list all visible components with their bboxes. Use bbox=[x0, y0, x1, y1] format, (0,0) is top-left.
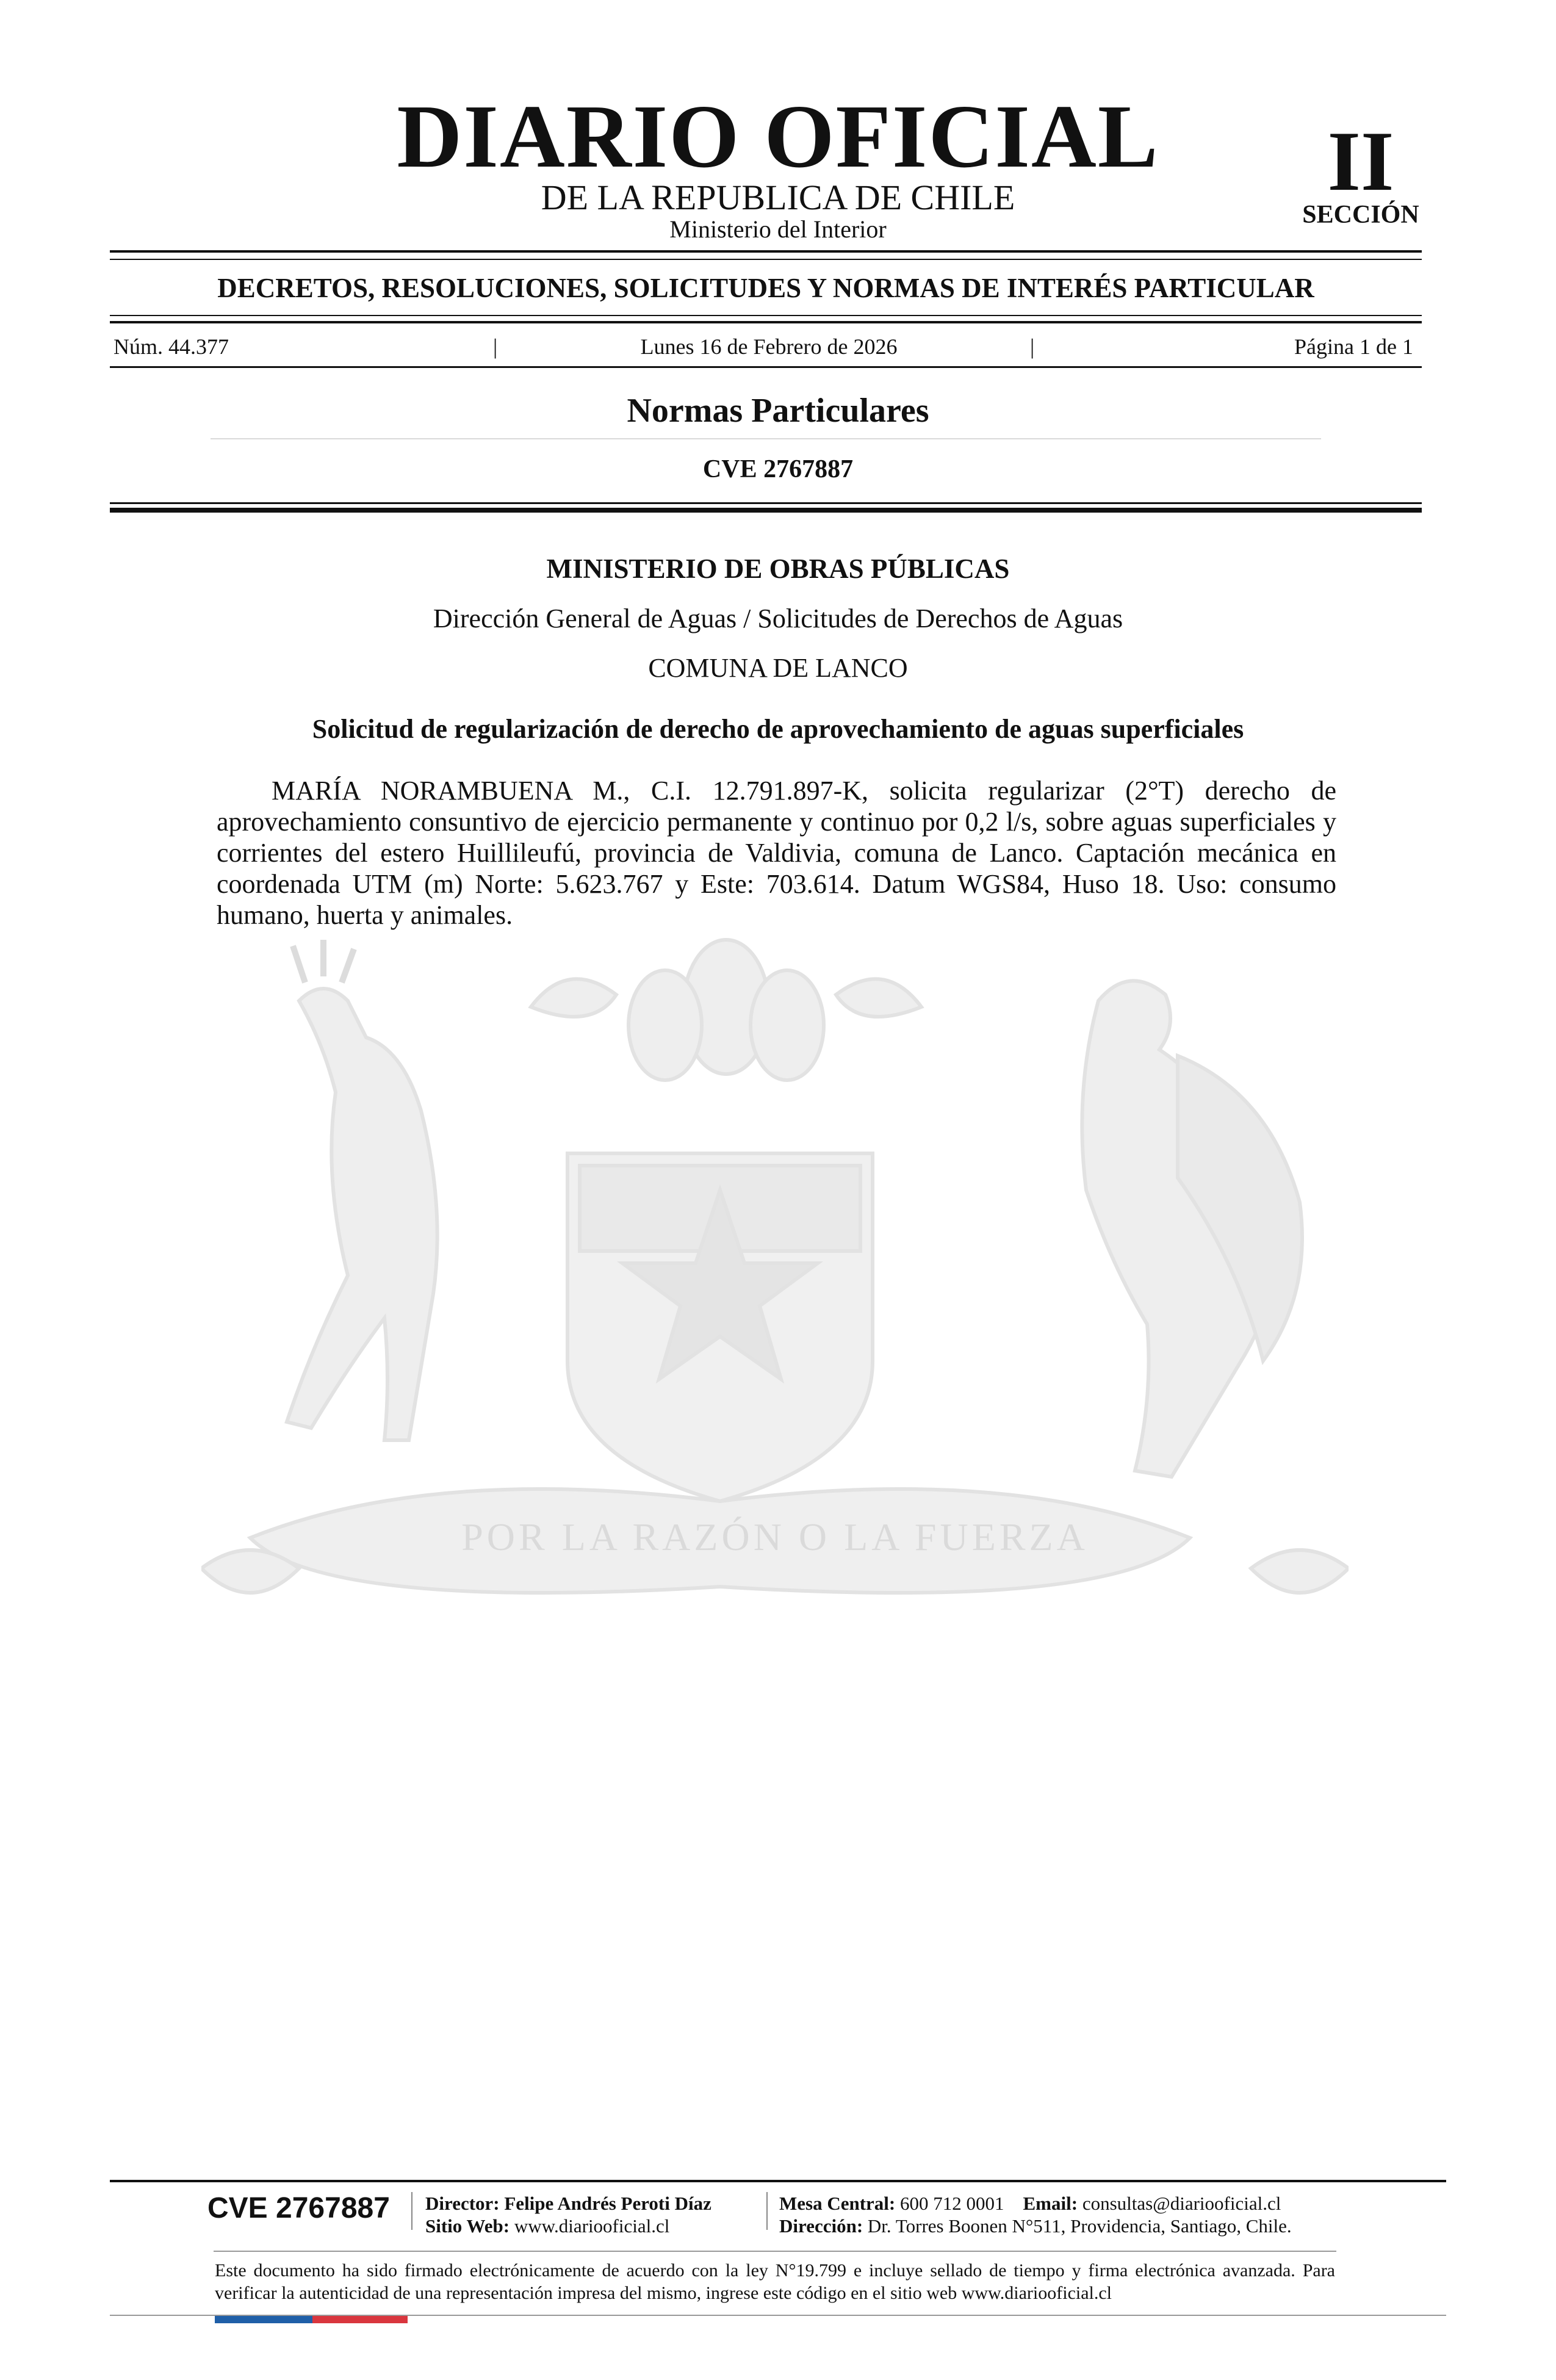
page-indicator: Página 1 de 1 bbox=[1294, 334, 1413, 359]
issue-date: Lunes 16 de Febrero de 2026 bbox=[640, 334, 898, 359]
email-link[interactable]: consultas@diariooficial.cl bbox=[1082, 2193, 1281, 2214]
footer-legal-note: Este documento ha sido firmado electrónicamente de acuerdo con la ley N°19.799 e incluye sellado de tiempo y firma electrónica avanzada. Para verificar la autenticidad de una representación impresa del mismo, ingrese este código en el sitio web www.diariooficial.cl bbox=[215, 2260, 1335, 2303]
web-link[interactable]: www.diariooficial.cl bbox=[514, 2215, 670, 2237]
notice-ministry: MINISTERIO DE OBRAS PÚBLICAS bbox=[546, 554, 1010, 584]
footer-cve-code: CVE 2767887 bbox=[207, 2192, 390, 2224]
flag-blue-stripe bbox=[215, 2316, 312, 2323]
address-label: Dirección: bbox=[779, 2215, 863, 2237]
footer-contact-block bbox=[779, 2192, 1353, 2237]
masthead-title: DIARIO OFICIAL bbox=[397, 87, 1159, 187]
watermark-motto: POR LA RAZÓN O LA FUERZA bbox=[461, 1515, 1089, 1559]
issue-number: Núm. 44.377 bbox=[113, 334, 229, 359]
meta-separator: | bbox=[493, 334, 498, 359]
mesa-label: Mesa Central: bbox=[779, 2193, 896, 2214]
footer-rule bbox=[110, 2180, 1446, 2182]
section-label: SECCIÓN bbox=[1302, 201, 1419, 229]
rule-top-2 bbox=[110, 259, 1422, 260]
masthead-subtitle: DE LA REPUBLICA DE CHILE bbox=[541, 178, 1015, 217]
footer-rule-thin bbox=[214, 2251, 1336, 2252]
address-value: Dr. Torres Boonen N°511, Providencia, Santiago, Chile. bbox=[867, 2215, 1292, 2237]
notice-comuna: COMUNA DE LANCO bbox=[648, 653, 908, 683]
notice-subject: Solicitud de regularización de derecho de aprovechamiento de aguas superficiales bbox=[312, 714, 1244, 744]
masthead-ministry: Ministerio del Interior bbox=[669, 215, 887, 243]
coat-of-arms-watermark bbox=[201, 934, 1349, 1654]
rule-cve-1 bbox=[110, 502, 1422, 504]
rule-band-1 bbox=[110, 315, 1422, 316]
notice-body: MARÍA NORAMBUENA M., C.I. 12.791.897-K, solicita regularizar (2°T) derecho de aprovechamiento consuntivo de ejercicio permanente y continuo por 0,2 l/s, sobre aguas superficiales y corrientes del estero Huillileufú, provincia de Valdivia, comuna de Lanco. Captación mecánica en coordenada UTM (m) Norte: 5.623.767 y Este: 703.614. Datum WGS84, Huso 18. Uso: consumo humano, huerta y animales. bbox=[217, 776, 1336, 930]
director-name: Felipe Andrés Peroti Díaz bbox=[504, 2193, 711, 2214]
mesa-phone: 600 712 0001 bbox=[900, 2193, 1004, 2214]
rule-band-2 bbox=[110, 321, 1422, 323]
notice-direccion: Dirección General de Aguas / Solicitudes de Derechos de Aguas bbox=[433, 604, 1123, 633]
footer-divider bbox=[766, 2192, 768, 2230]
email-label: Email: bbox=[1023, 2193, 1078, 2214]
rule-cve-2 bbox=[110, 508, 1422, 513]
meta-separator: | bbox=[1030, 334, 1035, 359]
rule-light bbox=[211, 438, 1321, 439]
section-heading: Normas Particulares bbox=[627, 392, 929, 430]
section-number: II bbox=[1327, 114, 1394, 209]
rule-top-1 bbox=[110, 250, 1422, 253]
cve-code: CVE 2767887 bbox=[702, 455, 854, 483]
footer-divider bbox=[411, 2192, 412, 2230]
footer-director-block bbox=[425, 2192, 767, 2237]
director-label: Director: bbox=[425, 2193, 500, 2214]
band-title: DECRETOS, RESOLUCIONES, SOLICITUDES Y NORMAS DE INTERÉS PARTICULAR bbox=[217, 273, 1314, 303]
flag-red-stripe bbox=[312, 2316, 408, 2323]
web-label: Sitio Web: bbox=[425, 2215, 510, 2237]
rule-meta bbox=[110, 366, 1422, 368]
